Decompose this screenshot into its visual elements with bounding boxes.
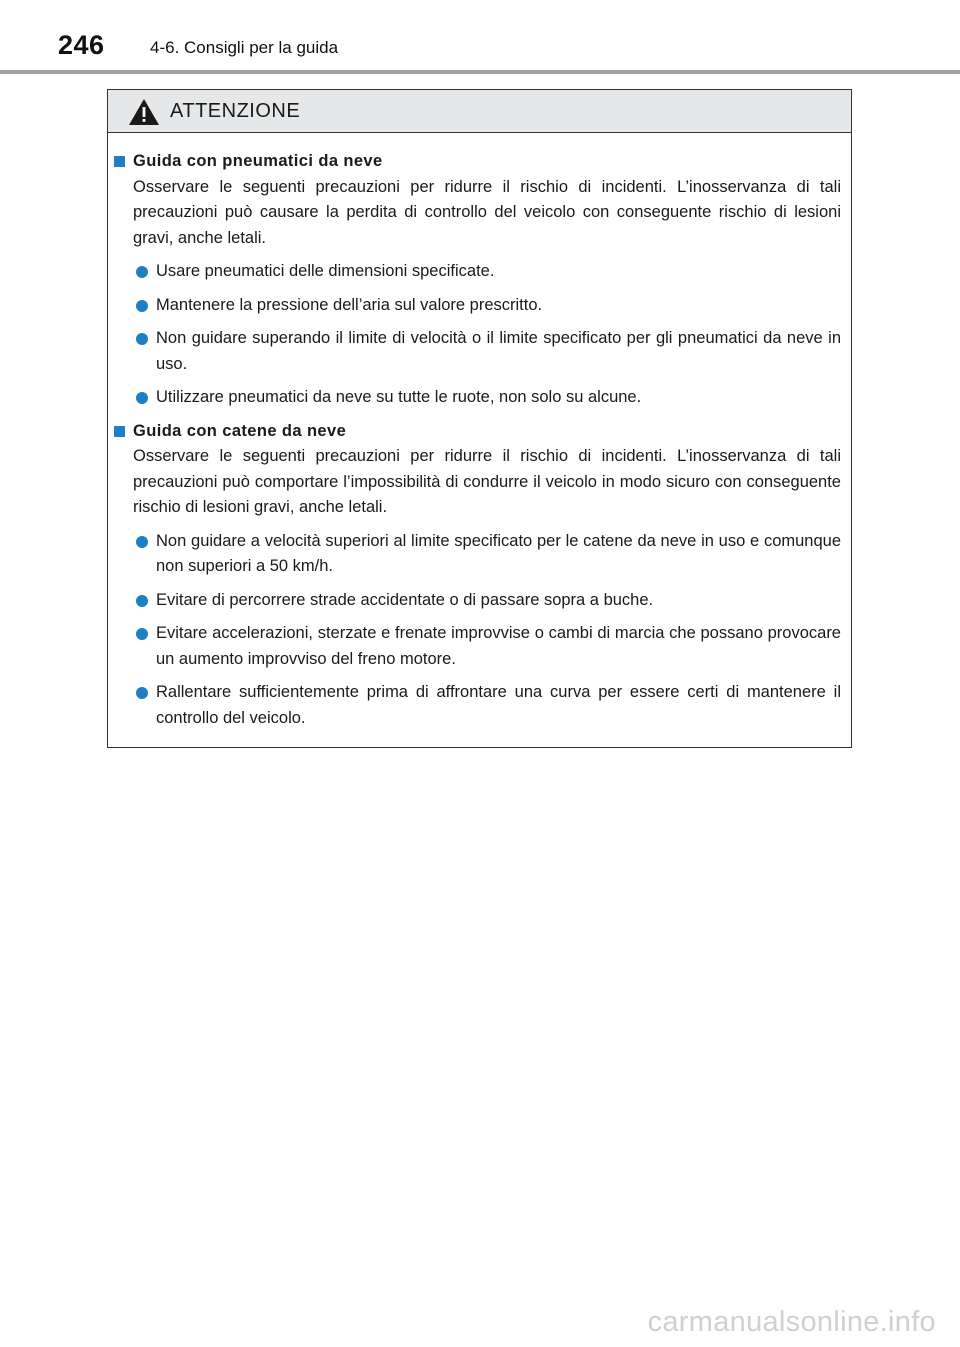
header-divider: [0, 70, 960, 74]
list-item-text: Non guidare superando il limite di velocità o il limite specificato per gli pneumatici da neve in uso.: [156, 329, 841, 373]
round-bullet-icon: [136, 536, 148, 548]
list-item-text: Rallentare sufficientemente prima di affrontare una curva per essere certi di mantenere il controllo del veicolo.: [156, 683, 841, 727]
round-bullet-icon: [136, 687, 148, 699]
section-snow-tires: [113, 149, 841, 411]
section-paragraph: Osservare le seguenti precauzioni per ridurre il rischio di incidenti. L’inosservanza di tali precauzioni può causare la perdita di controllo del veicolo con conseguente rischio di lesioni gravi, anche letali.: [133, 177, 841, 247]
section-title: 4-6. Consigli per la guida: [150, 38, 339, 57]
list-item: [113, 621, 841, 672]
section-heading: [113, 149, 841, 175]
list-item-text: Utilizzare pneumatici da neve su tutte le ruote, non solo su alcune.: [156, 388, 642, 406]
list-item-text: Evitare di percorrere strade accidentate o di passare sopra a buche.: [156, 590, 654, 609]
list-item-text: Mantenere la pressione dell’aria sul valore prescritto.: [156, 295, 543, 314]
round-bullet-icon: [136, 628, 148, 640]
round-bullet-icon: [136, 595, 148, 607]
round-bullet-icon: [136, 300, 148, 312]
round-bullet-icon: [136, 392, 148, 404]
list-item-text: Usare pneumatici delle dimensioni specificate.: [156, 262, 495, 280]
list-item-text: Non guidare a velocità superiori al limite specificato per le catene da neve in uso e comunque non superiori a 50 km/h.: [156, 531, 841, 575]
section-snow-chains: [113, 419, 841, 732]
list-item-text: Evitare accelerazioni, sterzate e frenate improvvise o cambi di marcia che possano provocare un aumento improvviso del freno motore.: [156, 624, 841, 668]
list-item: [113, 588, 841, 614]
warning-box: [107, 89, 852, 748]
section-heading: [113, 419, 841, 445]
watermark: carmanualsonline.info: [647, 1306, 936, 1338]
page-number: 246: [58, 30, 105, 60]
warning-title: ATTENZIONE: [170, 100, 301, 122]
list-item: [113, 259, 841, 285]
list-item: [113, 326, 841, 377]
bullet-list: [113, 259, 841, 411]
square-bullet-icon: [114, 426, 125, 437]
section-heading-text: Guida con pneumatici da neve: [133, 152, 383, 170]
warning-header: [108, 90, 851, 133]
round-bullet-icon: [136, 266, 148, 278]
warning-body: [108, 133, 851, 731]
bullet-list: [113, 529, 841, 732]
section-heading-text: Guida con catene da neve: [133, 421, 347, 440]
list-item: [113, 385, 841, 411]
page-header: [0, 0, 960, 76]
square-bullet-icon: [114, 156, 125, 167]
section-paragraph: Osservare le seguenti precauzioni per ridurre il rischio di incidenti. L’inosservanza di tali precauzioni può comportare l’impossibilità di condurre il veicolo in modo sicuro con conseguente rischio di lesioni gravi, anche letali.: [133, 447, 841, 516]
warning-triangle-icon: [128, 98, 160, 126]
list-item: [113, 680, 841, 731]
list-item: [113, 529, 841, 580]
round-bullet-icon: [136, 333, 148, 345]
list-item: [113, 293, 841, 319]
